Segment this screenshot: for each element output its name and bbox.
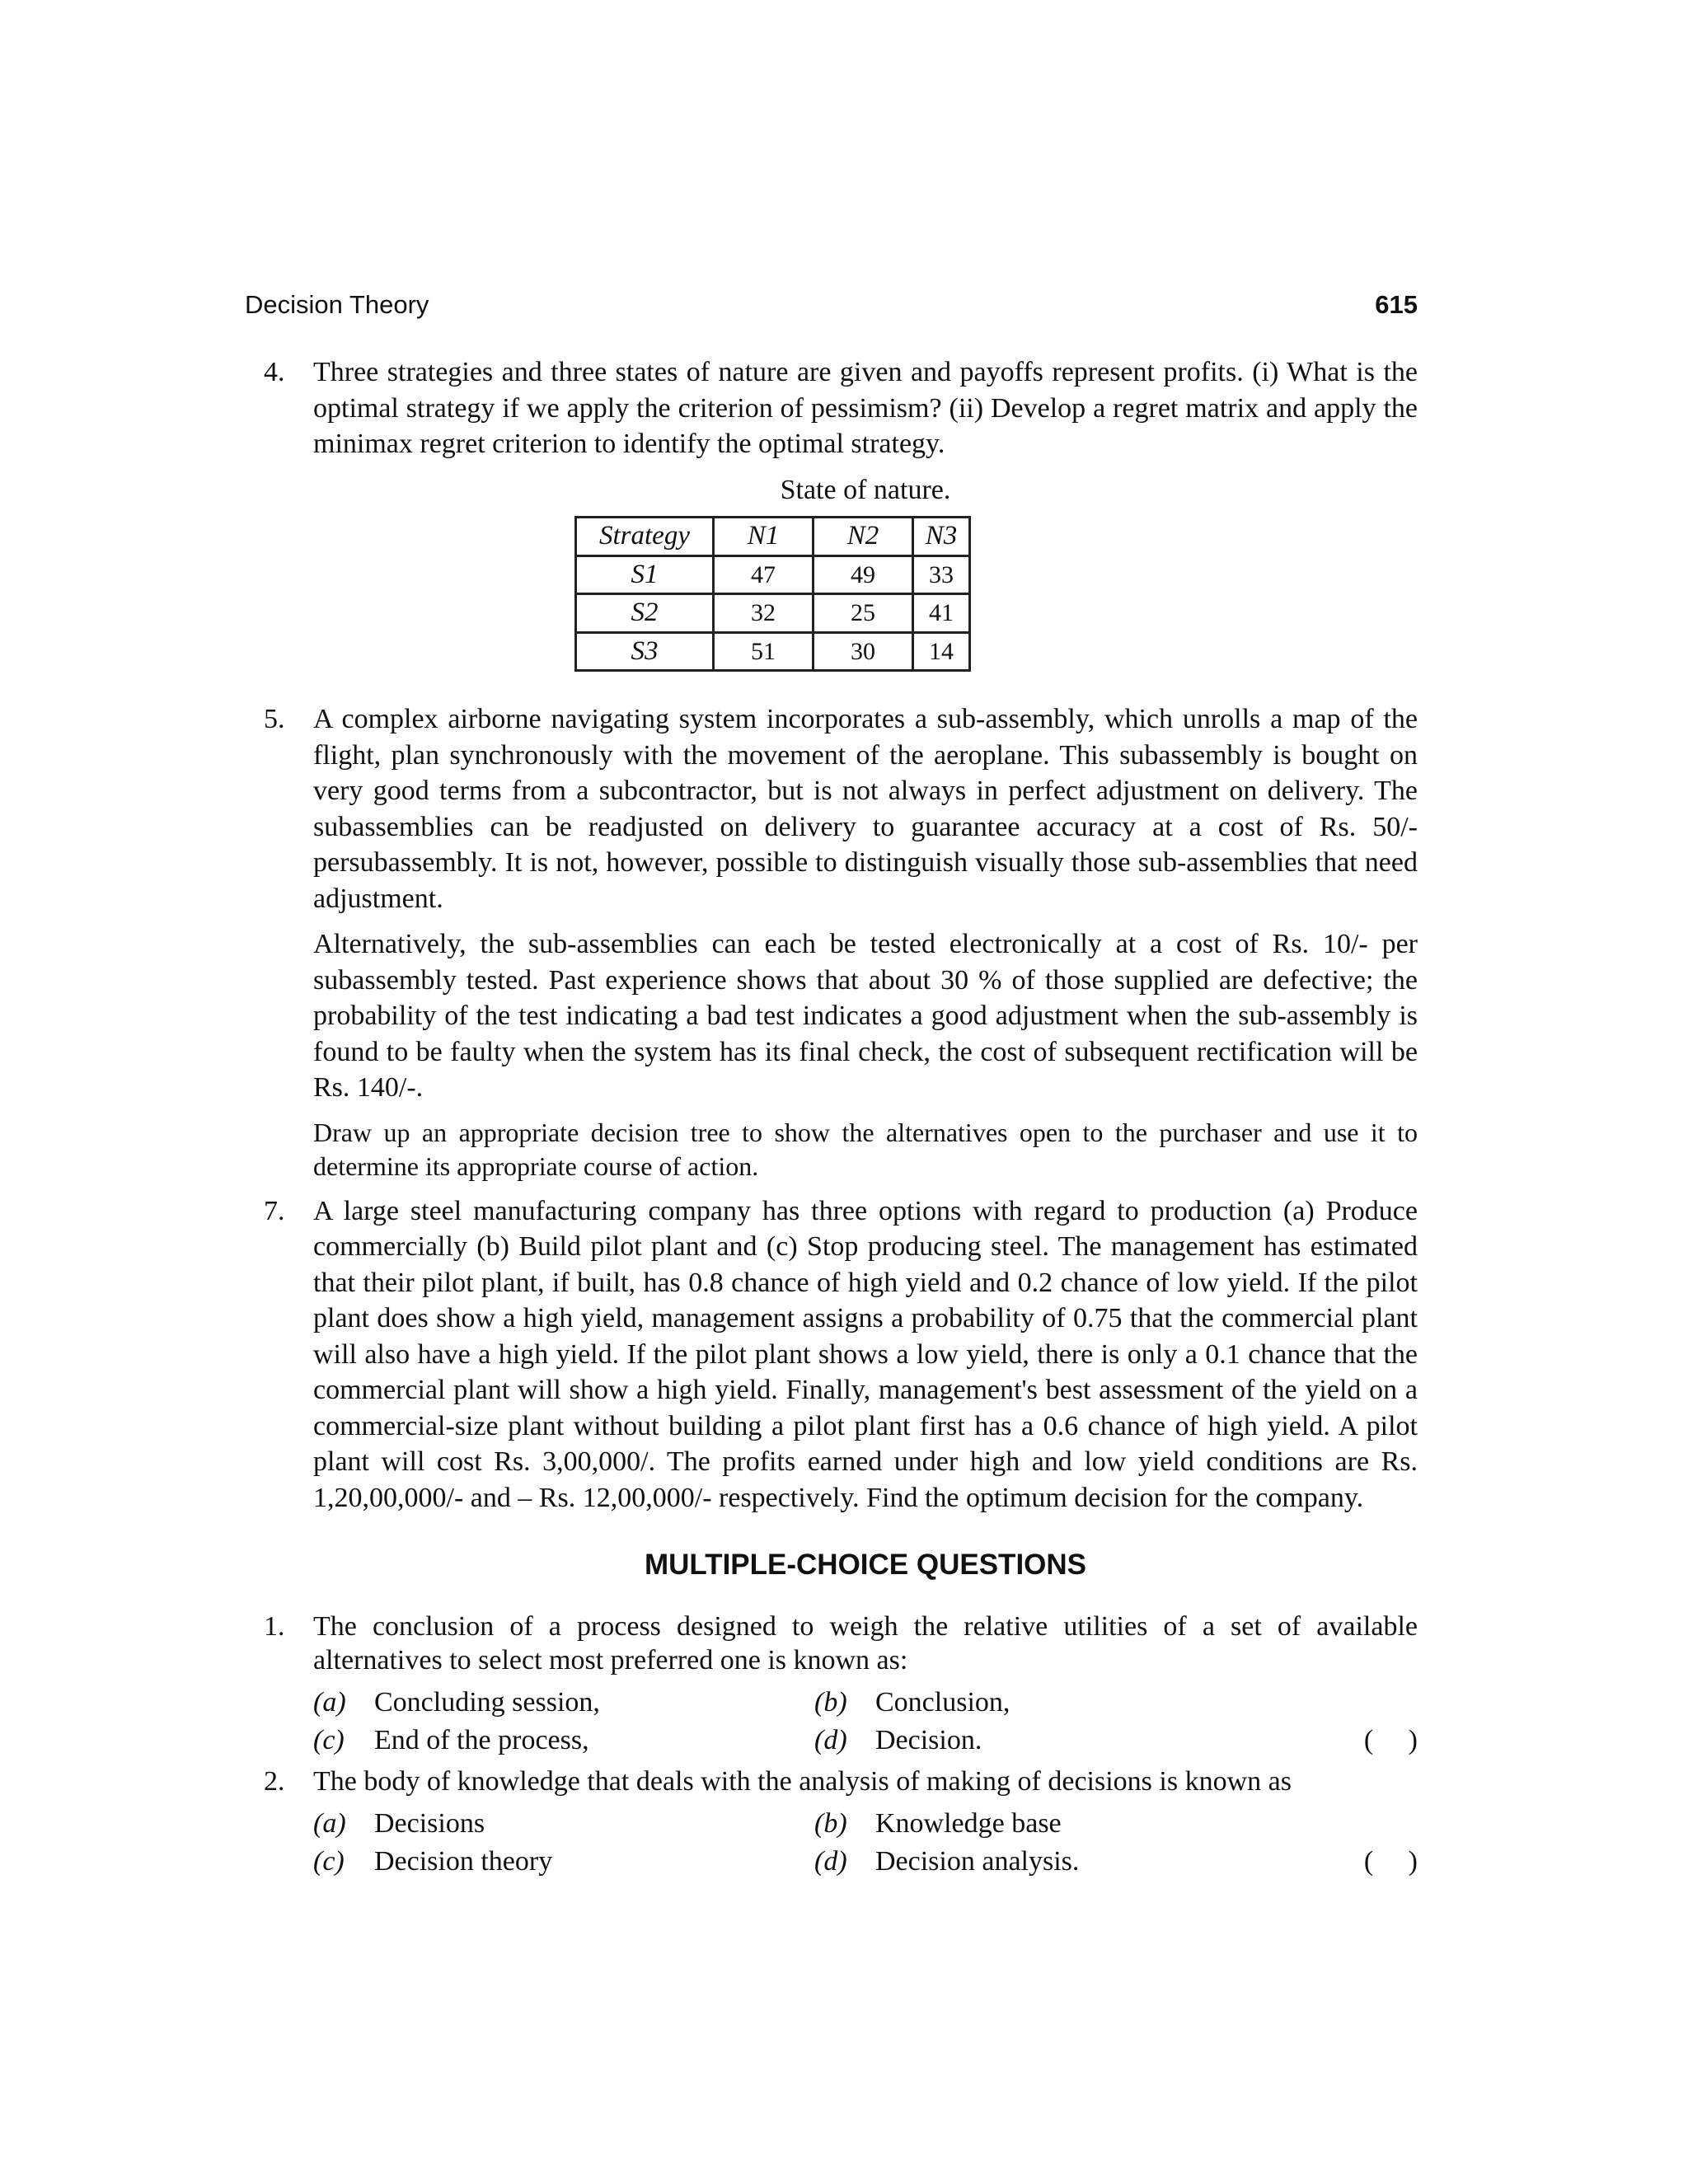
- table-cell: 32: [714, 594, 814, 633]
- question-number: 4.: [264, 357, 285, 387]
- option-c: (c) Decision theory: [313, 1846, 553, 1877]
- mcq-item-1: [264, 1610, 1418, 1761]
- option-a: (a) Decisions: [313, 1808, 485, 1839]
- table-cell: 51: [714, 632, 814, 671]
- question-number: 5.: [264, 704, 285, 734]
- table-cell: 30: [814, 632, 913, 671]
- payoff-table: [574, 516, 971, 672]
- table-cell: 47: [714, 555, 814, 594]
- column-header: N3: [913, 518, 970, 556]
- question-number: 2.: [264, 1766, 285, 1797]
- page-header: [245, 290, 1418, 320]
- row-label: S1: [576, 555, 714, 594]
- question-number: 7.: [264, 1195, 285, 1226]
- option-a: (a) Concluding session,: [313, 1687, 600, 1718]
- option-c: (c) End of the process,: [313, 1725, 589, 1755]
- page-number: 615: [1375, 290, 1418, 319]
- table-cell: 49: [814, 555, 913, 594]
- column-header: Strategy: [576, 518, 714, 556]
- question-5: [264, 701, 1418, 1183]
- table-row: [576, 632, 970, 671]
- mcq-item-2: [264, 1765, 1418, 1882]
- question-text: Three strategies and three states of nature are given and payoffs represent profits. (i) What is the optimal strategy if we apply the criterion of pessimism? (ii) Develop a regret matrix and apply the minimax regret criterion to identify the optimal strategy.: [313, 357, 1418, 459]
- row-label: S3: [576, 632, 714, 671]
- chapter-title: Decision Theory: [245, 290, 429, 319]
- column-header: N1: [714, 518, 814, 556]
- option-b: (b) Conclusion,: [814, 1687, 1010, 1718]
- section-title: MULTIPLE-CHOICE QUESTIONS: [644, 1549, 1087, 1581]
- row-label: S2: [576, 594, 714, 633]
- table-row: [576, 555, 970, 594]
- question-paragraph: A complex airborne navigating system incorporates a sub-assembly, which unrolls a map of the flight, plan synchronously with the movement of the aeroplane. This subassembly is bought on very good terms from a subcontractor, but is not always in perfect adjustment on delivery. The subassemblies can be readjusted on delivery to guarantee accuracy at a cost of Rs. 50/- persubassembly. It is not, however, possible to distinguish visually those sub-assemblies that need adjustment.: [313, 704, 1418, 914]
- page-content: [264, 354, 1418, 1886]
- question-stem: The conclusion of a process designed to weigh the relative utilities of a set of available alternatives to select most preferred one is known as:: [313, 1611, 1418, 1675]
- question-number: 1.: [264, 1611, 285, 1642]
- column-header: N2: [814, 518, 913, 556]
- table-cell: 25: [814, 594, 913, 633]
- question-paragraph: Draw up an appropriate decision tree to show the alternatives open to the purchaser and use it to determine its appropriate course of action.: [313, 1117, 1418, 1181]
- option-d: (d) Decision analysis.: [814, 1846, 1080, 1877]
- table-cell: 41: [913, 594, 970, 633]
- question-paragraph: Alternatively, the sub-assemblies can each be tested electronically at a cost of Rs. 10/- per subassembly tested. Past experience shows that about 30 % of those supplied are defective; the probability of the test indicating a bad test indicates a good adjustment when the sub-assembly is found to be faulty when the system has its final check, the cost of subsequent rectification will be Rs. 140/-.: [313, 929, 1418, 1103]
- answer-box: ( ): [1363, 1846, 1418, 1877]
- option-row: [313, 1685, 1418, 1723]
- option-row: [313, 1723, 1418, 1761]
- table-header-row: [576, 518, 970, 556]
- table-cell: 33: [913, 555, 970, 594]
- question-4: [264, 354, 1418, 672]
- question-stem: The body of knowledge that deals with the analysis of making of decisions is known as: [313, 1766, 1292, 1797]
- table-caption: State of nature.: [780, 474, 951, 505]
- question-7: [264, 1193, 1418, 1516]
- answer-box: ( ): [1363, 1725, 1418, 1755]
- table-row: [576, 594, 970, 633]
- option-row: [313, 1807, 1418, 1844]
- table-cell: 14: [913, 632, 970, 671]
- option-d: (d) Decision.: [814, 1725, 982, 1755]
- option-row: [313, 1844, 1418, 1882]
- option-b: (b) Knowledge base: [814, 1808, 1062, 1839]
- question-text: A large steel manufacturing company has three options with regard to production (a) Produce commercially (b) Build pilot plant and (c) Stop producing steel. The management has estimated that their pilot plant, if built, has 0.8 chance of high yield and 0.2 chance of low yield. If the pilot plant does show a high yield, management assigns a probability of 0.75 that the commercial plant will also have a high yield. If the pilot plant shows a low yield, there is only a 0.1 chance that the commercial plant will show a high yield. Finally, management's best assessment of the yield on a commercial-size plant without building a pilot plant first has a 0.6 chance of high yield. A pilot plant will cost Rs. 3,00,000/. The profits earned under high and low yield conditions are Rs. 1,20,00,000/- and – Rs. 12,00,000/- respectively. Find the optimum decision for the company.: [313, 1195, 1418, 1513]
